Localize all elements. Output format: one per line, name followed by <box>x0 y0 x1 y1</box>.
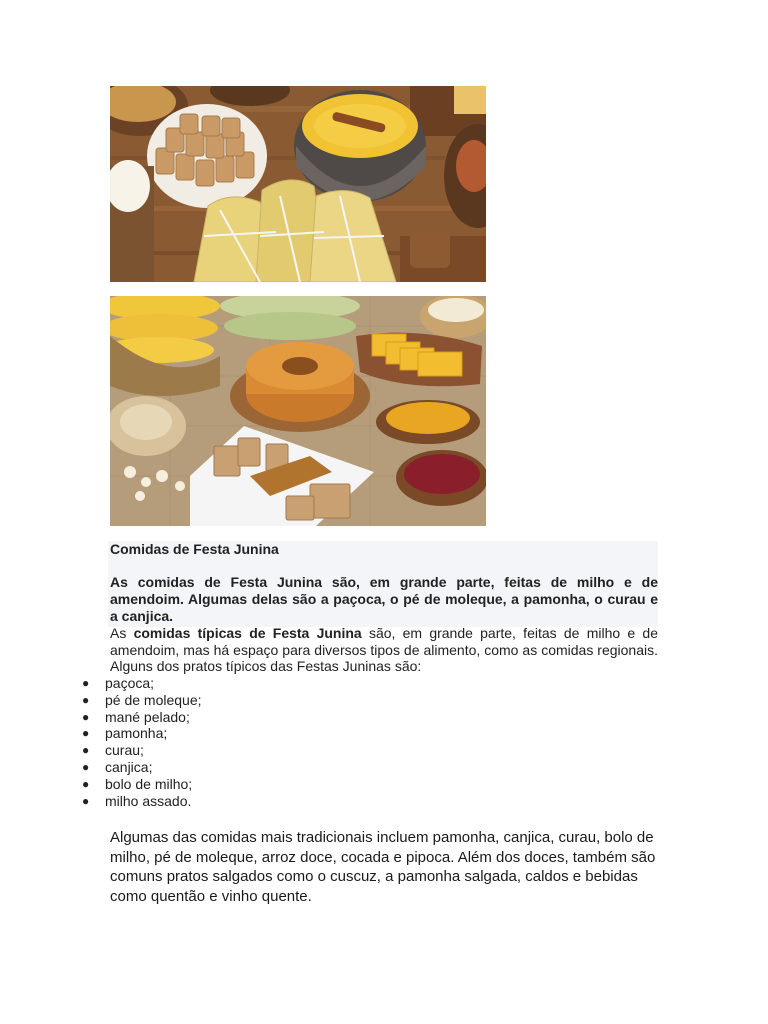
intro-paragraph <box>110 625 658 675</box>
bullet-icon: ● <box>82 726 90 741</box>
list-item <box>80 742 202 759</box>
list-item <box>80 692 202 709</box>
list-item <box>80 709 202 726</box>
list-item-text: pamonha; <box>105 725 168 742</box>
intro-bold-term: comidas típicas de Festa Junina <box>133 625 362 641</box>
list-item-text: milho assado. <box>105 792 192 809</box>
list-item <box>80 793 202 810</box>
bullet-icon: ● <box>82 743 90 758</box>
list-item-text: pé de moleque; <box>105 691 202 708</box>
list-item <box>80 675 202 692</box>
list-item <box>80 759 202 776</box>
bullet-icon: ● <box>82 793 90 808</box>
list-item <box>80 776 202 793</box>
bullet-icon: ● <box>82 692 90 707</box>
bullet-icon: ● <box>82 709 90 724</box>
closing-paragraph: Algumas das comidas mais tradicionais incluem pamonha, canjica, curau, bolo de milho, pé de moleque, arroz doce, cocada e pipoca. Além dos doces, também são comuns pratos salgados como o cuscuz, a pamonha salgada, caldos e bebidas como quentão e vinho quente. <box>110 829 656 905</box>
festa-junina-photo-bolo-de-milho <box>110 296 486 526</box>
intro-prefix: As <box>110 625 134 641</box>
list-item-text: mané pelado; <box>105 708 190 725</box>
dish-list <box>80 675 202 809</box>
list-item-text: curau; <box>105 742 144 759</box>
intro-rest: são, em grande parte, feitas de milho e de amendoim, mas há espaço para diversos tipos de alimento, como as comidas regionais. Alguns dos pratos típicos das Festas Juninas são: <box>110 625 658 674</box>
list-item-text: bolo de milho; <box>105 775 193 792</box>
list-item-text: paçoca; <box>105 675 155 691</box>
bullet-icon: ● <box>82 759 90 774</box>
festa-junina-photo-pamonha <box>110 86 486 282</box>
section-title: Comidas de Festa Junina <box>110 541 279 557</box>
bullet-icon: ● <box>82 676 90 690</box>
list-item-text: canjica; <box>105 758 153 775</box>
list-item <box>80 725 202 742</box>
summary-paragraph: As comidas de Festa Junina são, em grande parte, feitas de milho e de amendoim. Algumas delas são a paçoca, o pé de moleque, a pamonha, o curau e a canjica. <box>110 574 658 624</box>
bullet-icon: ● <box>82 776 90 791</box>
